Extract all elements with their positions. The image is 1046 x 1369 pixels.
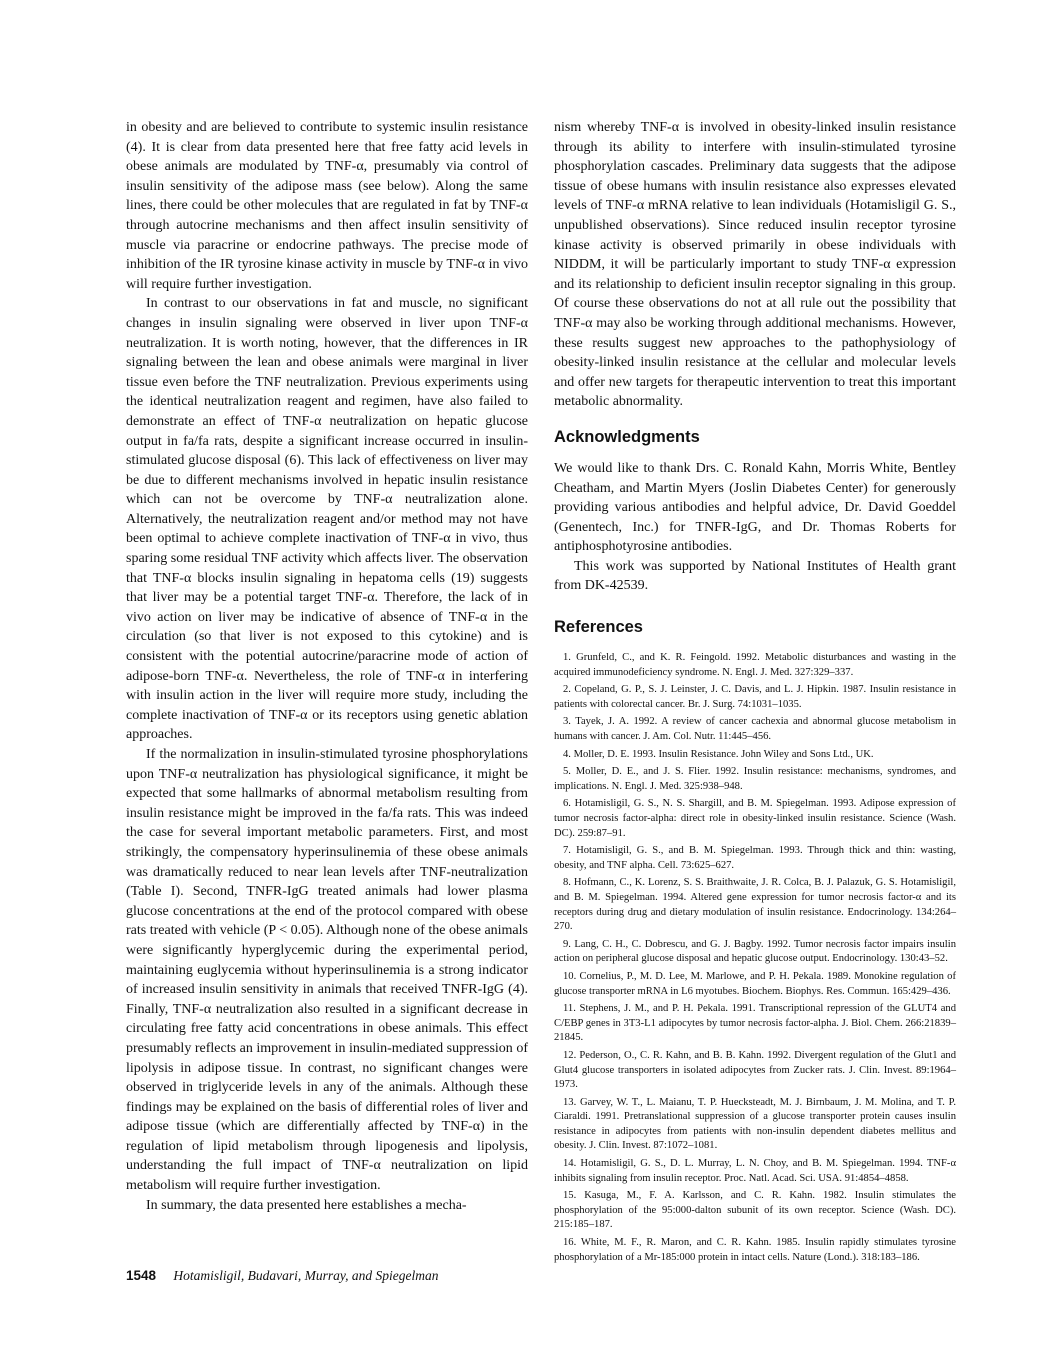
reference-item: 8. Hofmann, C., K. Lorenz, S. S. Braithwaite, J. R. Colca, B. J. Palazuk, G. S. Hotamisligil, and B. M. Spiegelman. 1994. Altered gene expression for tumor necrosis factor-α and its receptors during drug and dietary modulation of insulin resistance. Endocrinology. 134:264–270. <box>554 877 956 933</box>
reference-item: 11. Stephens, J. M., and P. H. Pekala. 1991. Transcriptional repression of the GLUT4 and C/EBP genes in 3T3-L1 adipocytes by tumor necrosis factor-alpha. J. Biol. Chem. 266:21839–21845. <box>554 1003 956 1044</box>
running-authors: Hotamisligil, Budavari, Murray, and Spiegelman <box>173 1268 439 1283</box>
body-paragraph: In contrast to our observations in fat and muscle, no significant changes in insulin signaling were observed in liver upon TNF-α neutralization. It is worth noting, however, that the differences in IR signaling between the lean and obese animals were marginal in liver tissue even before the TNF neutralization. Previous experiments using the identical neutralization reagent and regimen, have also failed to demonstrate an effect of TNF-α neutralization on hepatic glucose output in fa/fa rats, despite a significant increase occurred in insulin-stimulated glucose disposal (6). This lack of effectiveness on liver may be due to different mechanisms involved in hepatic insulin resistance which can not be overcome by TNF-α neutralization alone. Alternatively, the neutralization reagent and/or method may not have been optimal to achieve complete inactivation of TNF-α in vivo, thus sparing some residual TNF activity which affects liver. The observation that TNF-α blocks insulin signaling in hepatoma cells (19) suggests that liver may be a potential target TNF-α. Therefore, the lack of in vivo action on liver may be indicative of absence of TNF-α in the circulation (so that liver is not exposed to this cytokine) and is consistent with the potential autocrine/paracrine mode of action of adipose-born TNF-α. Nevertheless, the role of TNF-α in interfering with insulin action in the liver will require more study, including the complete inactivation of TNF-α or its receptors using genetic ablation approaches. <box>126 296 528 743</box>
left-column <box>126 118 528 1215</box>
reference-item: 15. Kasuga, M., F. A. Karlsson, and C. R. Kahn. 1982. Insulin stimulates the phosphorylation of the 95:000-dalton subunit of its own receptor. Science (Wash. DC). 215:185–187. <box>554 1190 956 1231</box>
reference-item: 14. Hotamisligil, G. S., D. L. Murray, L. N. Choy, and B. M. Spiegelman. 1994. TNF-α inhibits signaling from insulin receptor. Proc. Natl. Acad. Sci. USA. 91:4854–4858. <box>554 1158 956 1184</box>
reference-item: 16. White, M. F., R. Maron, and C. R. Kahn. 1985. Insulin rapidly stimulates tyrosine phosphorylation of a Mr-185:000 protein in intact cells. Nature (Lond.). 318:183–186. <box>554 1237 956 1263</box>
body-paragraph: in obesity and are believed to contribute to systemic insulin resistance (4). It is clear from data presented here that free fatty acid levels in obese animals are modulated by TNF-α, presumably via control of insulin sensitivity of the adipose mass (see below). Along the same lines, there could be other molecules that are regulated in fat by TNF-α through autocrine mechanisms and then affect insulin sensitivity of muscle via paracrine or endocrine pathways. The precise mode of inhibition of the IR tyrosine kinase activity in muscle by TNF-α in vivo will require further investigation. <box>126 120 528 292</box>
reference-list <box>554 651 956 1265</box>
reference-item: 9. Lang, C. H., C. Dobrescu, and G. J. Bagby. 1992. Tumor necrosis factor impairs insulin action on peripheral glucose disposal and hepatic glucose output. Endocrinology. 130:43–52. <box>554 938 956 965</box>
grant-paragraph: This work was supported by National Institutes of Health grant from DK-42539. <box>554 558 956 594</box>
reference-item: 7. Hotamisligil, G. S., and B. M. Spiegelman. 1993. Through thick and thin: wasting, obesity, and TNF alpha. Cell. 73:625–627. <box>554 845 956 871</box>
body-paragraph-continuation: nism whereby TNF-α is involved in obesity-linked insulin resistance through its ability to interfere with insulin-stimulated tyrosine phosphorylation cascades. Preliminary data suggests that the adipose tissue of obese humans with insulin resistance also expresses elevated levels of TNF-α mRNA relative to lean individuals (Hotamisligil G. S., unpublished observations). Since reduced insulin receptor tyrosine kinase activity is observed primarily in obese individuals with NIDDM, it will be particularly important to study TNF-α expression and its relationship to deficient insulin receptor signaling in this group. Of course these observations do not at all rule out the possibility that TNF-α may also be working through additional mechanisms. However, these results suggest new approaches to the pathophysiology of obesity-linked insulin resistance at the cellular and molecular levels and offer new targets for therapeutic intervention to treat this important metabolic abnormality. <box>554 120 956 410</box>
reference-item: 13. Garvey, W. T., L. Maianu, T. P. Huecksteadt, M. J. Birnbaum, J. M. Molina, and T. P. Ciaraldi. 1991. Pretranslational suppression of a glucose transporter protein causes insulin resistance in adipocytes from patients with non-insulin dependent diabetes mellitus and obesity. J. Clin. Invest. 87:1072–1081. <box>554 1096 956 1152</box>
reference-item: 6. Hotamisligil, G. S., N. S. Shargill, and B. M. Spiegelman. 1993. Adipose expression of tumor necrosis factor-alpha: direct role in obesity-linked insulin resistance. Science (Wash. DC). 259:87–91. <box>554 798 956 839</box>
reference-item: 12. Pederson, O., C. R. Kahn, and B. B. Kahn. 1992. Divergent regulation of the Glut1 and Glut4 glucose transporters in isolated adipocytes from Zucker rats. J. Clin. Invest. 89:1964–1973. <box>554 1049 956 1091</box>
reference-item: 10. Cornelius, P., M. D. Lee, M. Marlowe, and P. H. Pekala. 1989. Monokine regulation of glucose transporter mRNA in L6 myotubes. Biochem. Biophys. Res. Commun. 165:429–436. <box>554 970 956 997</box>
reference-item: 3. Tayek, J. A. 1992. A review of cancer cachexia and abnormal glucose metabolism in humans with cancer. J. Am. Col. Nutr. 11:445–456. <box>554 716 956 743</box>
body-paragraph: If the normalization in insulin-stimulated tyrosine phosphorylations upon TNF-α neutralization has physiological significance, it might be expected that some hallmarks of abnormal metabolism resulting from insulin resistance might be improved in the fa/fa rats. This was indeed the case for several important metabolic parameters. First, and most strikingly, the compensatory hyperinsulinemia of these obese animals was dramatically reduced to near lean levels after TNF-neutralization (Table I). Second, TNFR-IgG treated animals had lower plasma glucose concentrations at the end of the protocol compared with obese rats treated with vehicle (P < 0.05). Although none of the obese animals were significantly hyperglycemic during the experimental period, maintaining euglycemia without hyperinsulinemia is a strong indicator of increased insulin sensitivity in animals that received TNFR-IgG (4). Finally, TNF-α neutralization also resulted in a significant decrease in circulating free fatty acid concentrations in obese animals. This effect presumably reflects an improvement in insulin-mediated suppression of lipolysis in adipose tissue. In contrast, no significant changes were observed in triglyceride levels in any of the animals. Although these findings may be explained on the basis of differential roles of liver and adipose tissue (which are differentially affected by TNF-α) in the regulation of lipid metabolism through lipogenesis and lipolysis, understanding the full impact of TNF-α neutralization on lipid metabolism will require further investigation. <box>126 747 528 1194</box>
acknowledgments-paragraph: We would like to thank Drs. C. Ronald Kahn, Morris White, Bentley Cheatham, and Martin Myers (Joslin Diabetes Center) for generously providing various antibodies and helpful advice, Dr. David Goeddel (Genentech, Inc.) for TNFR-IgG, and Dr. Thomas Roberts for antiphosphotyrosine antibodies. <box>554 460 956 555</box>
reference-item: 2. Copeland, G. P., S. J. Leinster, J. C. Davis, and L. J. Hipkin. 1987. Insulin resistance in patients with colorectal cancer. Br. J. Surg. 74:1031–1035. <box>554 684 956 710</box>
body-paragraph: In summary, the data presented here establishes a mecha- <box>146 1197 467 1213</box>
page-number: 1548 <box>126 1268 157 1283</box>
references-heading: References <box>554 618 643 637</box>
reference-item: 4. Moller, D. E. 1993. Insulin Resistance. John Wiley and Sons Ltd., UK. <box>563 748 874 760</box>
reference-item: 5. Moller, D. E., and J. S. Flier. 1992. Insulin resistance: mechanisms, syndromes, and implications. N. Engl. J. Med. 325:938–948. <box>554 766 956 792</box>
acknowledgments-heading: Acknowledgments <box>554 427 700 446</box>
page-footer <box>126 1268 439 1284</box>
right-column <box>554 118 956 1268</box>
reference-item: 1. Grunfeld, C., and K. R. Feingold. 1992. Metabolic disturbances and wasting in the acquired immunodeficiency syndrome. N. Engl. J. Med. 327:329–337. <box>554 652 956 678</box>
